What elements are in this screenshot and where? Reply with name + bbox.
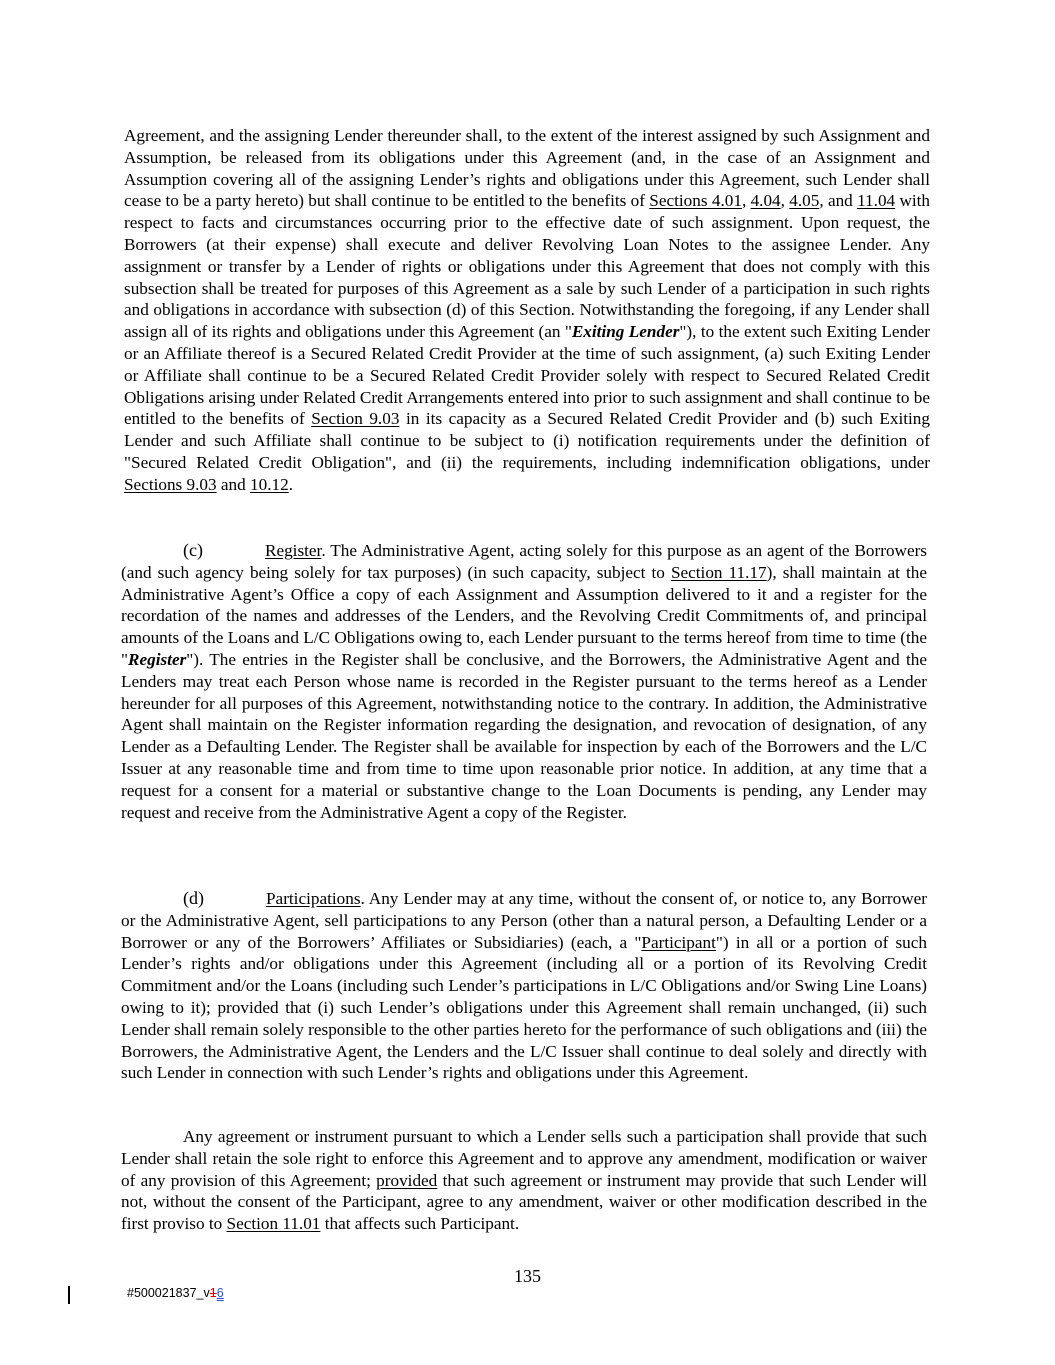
- text-run: ), shall maintain at the Administrative Agent’s Office a copy of each Assignment and Assumption delivered to it and a register for the recordation of the names and addresses of the Lenders, and the Revolving Credit Commitments of, and principal amounts of the Loans and L/C Obligations owing to, each Lender pursuant to the terms hereof from time to time (the ": [121, 562, 927, 669]
- text-run: "). The entries in the Register shall be conclusive, and the Borrowers, the Administrative Agent and the Lenders may treat each Person whose name is recorded in the Register pursuant to the terms hereof as a Lender hereunder for all purposes of this Agreement, notwithstanding notice to the contrary. In addition, the Administrative Agent shall maintain on the Register information regarding the designation, and revocation of designation, of any Lender as a Defaulting Lender. The Register shall be available for inspection by each of the Borrowers and the L/C Issuer at any reasonable time and from time to time upon reasonable prior notice. In addition, at any time that a request for a consent for a material or substantive change to the Loan Documents is pending, any Lender may request and receive from the Administrative Agent a copy of the Register.: [121, 649, 927, 822]
- section-reference: 4.05: [789, 191, 820, 211]
- text-run: . The Administrative Agent, acting solely for this purpose as an agent of the Borrowers (and such agency being solely for tax purposes) (in such capacity, subject to: [121, 541, 927, 582]
- text-run: ") in all or a portion of such Lender’s rights and/or obligations under this Agreement (including all or a portion of its Revolving Credit Commitment and/or the Loans (including such Lender’s participations in L/C Obligations and/or Swing Line Loans) owing to it); provided that (i) such Lender’s obligations under this Agreement shall remain unchanged, (ii) such Lender shall remain solely responsible to the other parties hereto for the performance of such obligations and (iii) the Borrowers, the Administrative Agent, the Lenders and the L/C Issuer shall continue to deal solely and directly with such Lender in connection with such Lender’s rights and obligations under this Agreement.: [121, 932, 927, 1083]
- deleted-version: 1: [209, 1286, 217, 1300]
- text-run: Agreement, and the assigning Lender thereunder shall, to the extent of the interest assigned by such Assignment and Assumption, be released from its obligations under this Agreement (and, in the case of an Assignment and Assumption covering all of the assigning Lender’s rights and obligations under this Agreement, such Lender shall cease to be a party hereto) but shall continue to be entitled to the benefits of: [124, 126, 930, 211]
- change-bar: [68, 1286, 70, 1304]
- text-run: that affects such Participant.: [320, 1214, 520, 1234]
- proviso-term: provided: [376, 1170, 438, 1190]
- text-run: with respect to facts and circumstances occurring prior to the effective date of such assignment. Upon request, the Borrowers (at their expense) shall execute and deliver Revolving Loan Notes to the assignee Lender. Any assignment or transfer by a Lender of rights or obligations under this Agreement that does not comply with this subsection shall be treated for purposes of this Agreement as a sale by such Lender of a participation in such rights and obligations in accordance with subsection (d) of this Section. Notwithstanding the foregoing, if any Lender shall assign all of its rights and obligations under this Agreement (an ": [124, 191, 931, 342]
- text-run: . Any Lender may at any time, without the consent of, or notice to, any Borrower or the Administrative Agent, sell participations to any Person (other than a natural person, a Defaulting Lender or a Borrower or any of the Borrowers’ Affiliates or Subsidiaries) (each, a ": [121, 889, 927, 952]
- text-run: and: [216, 474, 251, 494]
- defined-term: Exiting Lender: [571, 322, 680, 342]
- text-run: in its capacity as a Secured Related Credit Provider and (b) such Exiting Lender and such Affiliate shall continue to be subject to (i) notification requirements under the definition of "Secured Related Credit Obligation", and (ii) the requirements, including indemnification obligations, under: [124, 409, 930, 472]
- section-reference: Sections 9.03: [124, 474, 217, 494]
- section-reference: Sections 4.01: [649, 191, 742, 211]
- section-reference: Section 11.01: [226, 1214, 321, 1234]
- inserted-version: 6: [216, 1286, 224, 1300]
- paragraph-register: [121, 540, 927, 823]
- defined-term: Participant: [641, 932, 716, 952]
- section-reference: 10.12: [250, 474, 289, 494]
- defined-term: Register: [128, 649, 187, 669]
- paragraph-assignment-continued: [124, 125, 930, 496]
- document-id-footer: [127, 1286, 224, 1300]
- paragraph-participation-agreement: [121, 1126, 927, 1235]
- document-id: #500021837_v: [127, 1286, 210, 1300]
- section-reference: Section 9.03: [311, 409, 400, 429]
- subsection-label: (d): [183, 888, 204, 908]
- text-run: ,: [741, 191, 751, 211]
- text-run: ,: [780, 191, 790, 211]
- text-run: "), to the extent such Exiting Lender or an Affiliate thereof is a Secured Related Credit Provider at the time of such assignment, (a) such Exiting Lender or Affiliate shall continue to be a Secured Related Credit Provider solely with respect to Secured Related Credit Obligations arising under Related Credit Arrangements entered into prior to such assignment and shall continue to be entitled to the benefits of: [124, 322, 930, 429]
- text-run: Any agreement or instrument pursuant to which a Lender sells such a participation shall provide that such Lender shall retain the sole right to enforce this Agreement and to approve any amendment, modification or waiver of any provision of this Agreement;: [121, 1127, 927, 1190]
- text-run: that such agreement or instrument may provide that such Lender will not, without the consent of the Participant, agree to any amendment, waiver or other modification described in the first proviso to: [121, 1170, 927, 1234]
- page-number: 135: [514, 1266, 541, 1286]
- paragraph-participations: [121, 888, 927, 1084]
- text-run: .: [288, 474, 294, 494]
- subsection-label: (c): [183, 540, 203, 560]
- text-run: , and: [819, 191, 858, 211]
- subsection-heading: Participations: [266, 889, 361, 908]
- section-reference: Section 11.17: [670, 562, 767, 582]
- section-reference: 11.04: [857, 191, 896, 211]
- section-reference: 4.04: [750, 191, 781, 211]
- subsection-heading: Register: [264, 541, 322, 560]
